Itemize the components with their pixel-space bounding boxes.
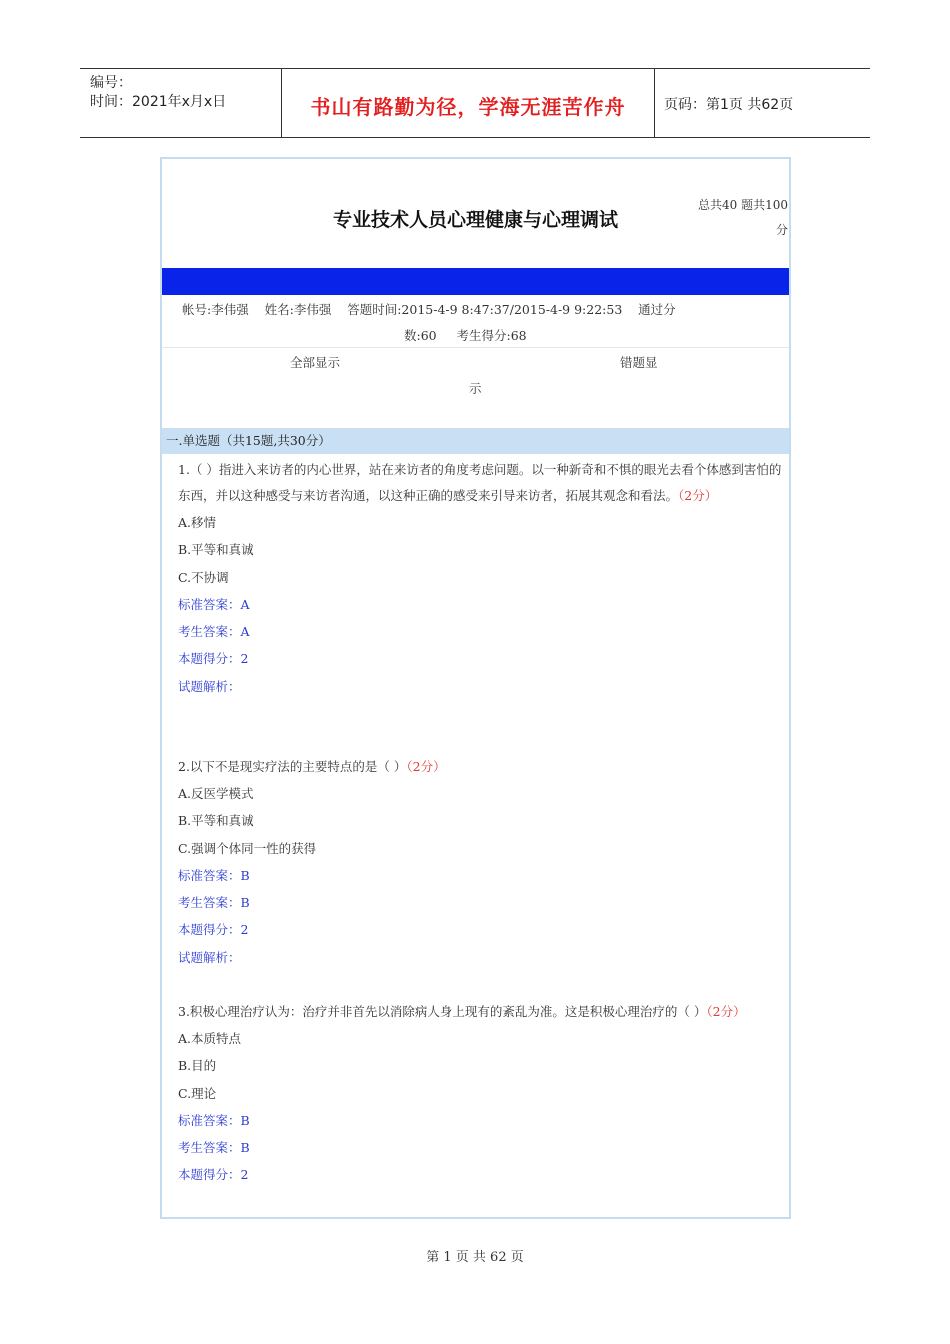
info-line2: 数:60 考生得分:68	[404, 328, 527, 343]
show-wrong-link-wrap[interactable]: 示	[469, 381, 482, 396]
exam-result-panel	[160, 157, 791, 1219]
question-stem	[178, 999, 783, 1025]
standard-answer: 标准答案：A	[178, 596, 250, 612]
option-c: C.理论	[178, 1085, 217, 1101]
page-info: 页码：第1页 共62页	[664, 97, 794, 113]
info-divider	[162, 347, 789, 348]
exam-total-line2: 分	[775, 223, 788, 237]
question-points: （2分）	[706, 1004, 746, 1019]
section-title: 一.单选题（共15题,共30分）	[166, 433, 331, 448]
standard-answer: 标准答案：B	[178, 1112, 250, 1128]
option-a: A.本质特点	[178, 1031, 242, 1046]
question-text: 2.以下不是现实疗法的主要特点的是（ ）	[178, 759, 407, 774]
header-motto-cell	[281, 69, 655, 137]
question-score: 本题得分：2	[178, 651, 249, 667]
question-2	[178, 754, 783, 971]
time-label: 时间：2021年x月x日	[90, 94, 227, 110]
question-points: （2分）	[406, 759, 446, 774]
option-a: A.移情	[178, 515, 217, 530]
number-label: 编号：	[90, 75, 132, 91]
document-header	[80, 68, 870, 138]
question-score: 本题得分：2	[178, 922, 249, 938]
question-3	[178, 999, 783, 1189]
exam-title: 专业技术人员心理健康与心理调试	[332, 209, 618, 231]
option-c: C.不协调	[178, 569, 229, 585]
question-analysis: 试题解析：	[178, 678, 241, 694]
question-points: （2分）	[678, 488, 718, 503]
motto-text: 书山有路勤为径，学海无涯苦作舟	[310, 95, 626, 119]
student-answer: 考生答案：B	[178, 1140, 250, 1156]
question-stem	[178, 754, 783, 780]
page-footer: 第 1 页 共 62 页	[426, 1250, 524, 1265]
exam-total	[674, 193, 788, 243]
student-answer: 考生答案：A	[178, 624, 250, 640]
standard-answer: 标准答案：B	[178, 867, 250, 883]
show-all-link[interactable]: 全部显示	[290, 355, 341, 370]
question-1	[178, 457, 783, 700]
option-b: B.平等和真诚	[178, 542, 254, 558]
title-divider-bar	[162, 268, 789, 295]
info-line1: 帐号:李伟强 姓名:李伟强 答题时间:2015-4-9 8:47:37/2015-4-9 9:22:53 通过分	[182, 302, 676, 317]
header-meta-cell	[80, 69, 280, 137]
student-answer: 考生答案：B	[178, 895, 250, 911]
question-analysis: 试题解析：	[178, 949, 241, 965]
option-c: C.强调个体同一性的获得	[178, 840, 317, 856]
option-a: A.反医学模式	[178, 786, 254, 801]
option-b: B.目的	[178, 1058, 217, 1074]
question-text: 3.积极心理治疗认为：治疗并非首先以消除病人身上现有的紊乱为准。这是积极心理治疗的（ ）	[178, 1004, 707, 1019]
section-header	[162, 428, 789, 454]
question-stem	[178, 457, 783, 509]
exam-info	[182, 297, 782, 349]
exam-total-line1: 总共40 题共100	[698, 198, 788, 212]
option-b: B.平等和真诚	[178, 813, 254, 829]
question-text: 1.（ ）指进入来访者的内心世界，站在来访者的角度考虑问题。以一种新奇和不惧的眼光去看个体感到害怕的东西，并以这种感受与来访者沟通，以这种正确的感受来引导来访者，拓展其观念和看法。	[178, 462, 782, 503]
question-score: 本题得分：2	[178, 1167, 249, 1183]
header-page-cell	[654, 69, 870, 137]
show-wrong-link[interactable]: 错题显	[620, 355, 658, 370]
